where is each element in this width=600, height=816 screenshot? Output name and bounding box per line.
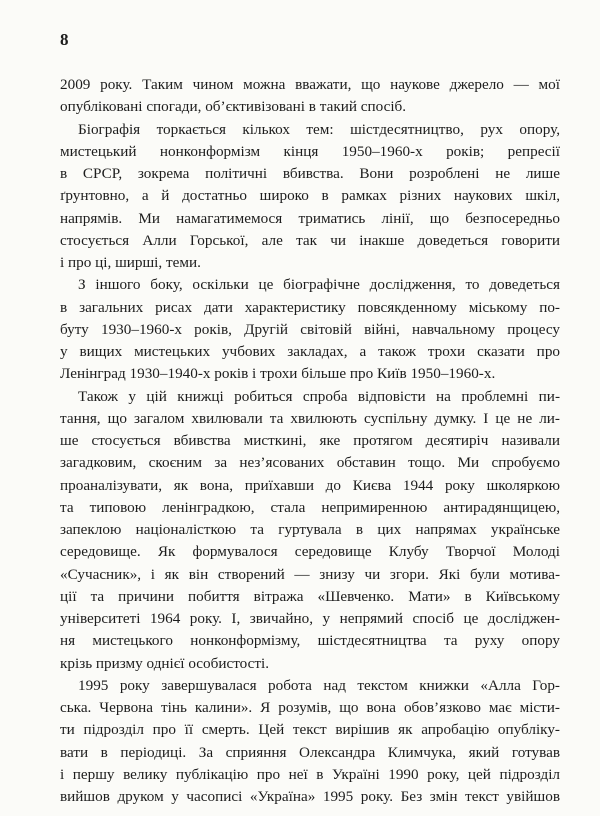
text-line: Біографія торкається кількох тем: шістдесятництво, рух опору, [78,120,560,138]
paragraph [60,119,560,275]
text-line: в СРСР, зокрема політичні вбивства. Вони розроблені не лише [60,165,560,182]
text-line: напрямів. Ми намагатимемося триматись лінії, що безпосередньо [60,209,560,227]
text-line: З іншого боку, оскільки це біографічне дослідження, то доведеться [78,276,560,294]
paragraph [60,675,560,809]
text-line: ти підрозділ про її смерть. Цей текст вирішив як апробацію опубліку- [60,721,560,739]
text-line: запеклою націоналісткою та гуртувала в цих напрямах українське [60,521,560,538]
paragraph [60,386,560,675]
text-line: ґрунтовно, а й достатньо широко в рамках різних наукових шкіл, [60,187,560,205]
text-line: буту 1930–1960-х років, Другій світовій війні, навчальному процесу [60,320,560,338]
text-line: у вищих мистецьких учбових закладах, а також трохи сказати про [60,343,560,360]
text-line: ції та причини побиття вітража «Шевченко. Мати» в Київському [60,587,560,605]
page-number: 8 [60,30,69,49]
paragraph [60,74,560,119]
text-line: стосується Алли Горської, але так чи інакше доведеться говорити [60,231,560,249]
text-line: і першу велику публікацію про неї в Україні 1990 року, цей підрозділ [60,765,560,783]
text-line: в загальних рисах дати характеристику повсякденному міському по- [60,298,560,316]
text-line: загадковим, скоєним за нез’ясованих обставин тощо. Ми спробуємо [60,454,560,472]
text-line: 1995 року завершувалася робота над текстом книжки «Алла Гор- [78,676,560,694]
text-line: опубліковані спогади, об’єктивізовані в такий спосіб. [60,98,407,116]
paragraph [60,274,560,385]
text-line: університеті 1964 року. І, звичайно, у непрямий спосіб це досліджен- [60,610,560,627]
text-line: 2009 року. Таким чином можна вважати, що наукове джерело — мої [60,76,560,93]
text-line: ше стосується вбивства мисткині, яке протягом десятиріч називали [60,432,560,449]
text-line: мистецький нонконформізм кінця 1950–1960-х років; репресії [60,142,560,160]
text-line: проаналізувати, як вона, приїхавши до Києва 1944 року школяркою [60,476,560,494]
text-line: вати в періодиці. За сприяння Олександра Климчука, який готував [60,743,560,761]
text-line: крізь призму однієї особистості. [60,654,270,672]
body-text [60,74,560,808]
text-line: ська. Червона тінь калини». Я розумів, що вона обов’язково має місти- [60,699,560,716]
text-line: ня мистецького нонконформізму, шістдесятництва та руху опору [60,632,560,650]
text-line: та типовою ленінградкою, стала непримиренною антирадянщицею, [60,498,560,516]
text-line: Також у цій книжці робиться спроба відповісти на проблемні пи- [78,387,560,405]
text-line: вийшов друком у часописі «Україна» 1995 року. Без змін текст увійшов [60,788,560,805]
text-line: і про ці, ширші, теми. [60,254,201,271]
text-line: «Сучасник», і як він створений — знизу чи згори. Які були мотива- [60,565,560,583]
text-line: середовище. Як формувалося середовище Клубу Творчої Молоді [60,543,560,561]
text-line: Ленінград 1930–1940-х років і трохи більше про Київ 1950–1960-х. [60,365,496,383]
text-line: тання, що загалом хвилювали та хвилюють суспільну думку. І це не ли- [60,409,560,427]
